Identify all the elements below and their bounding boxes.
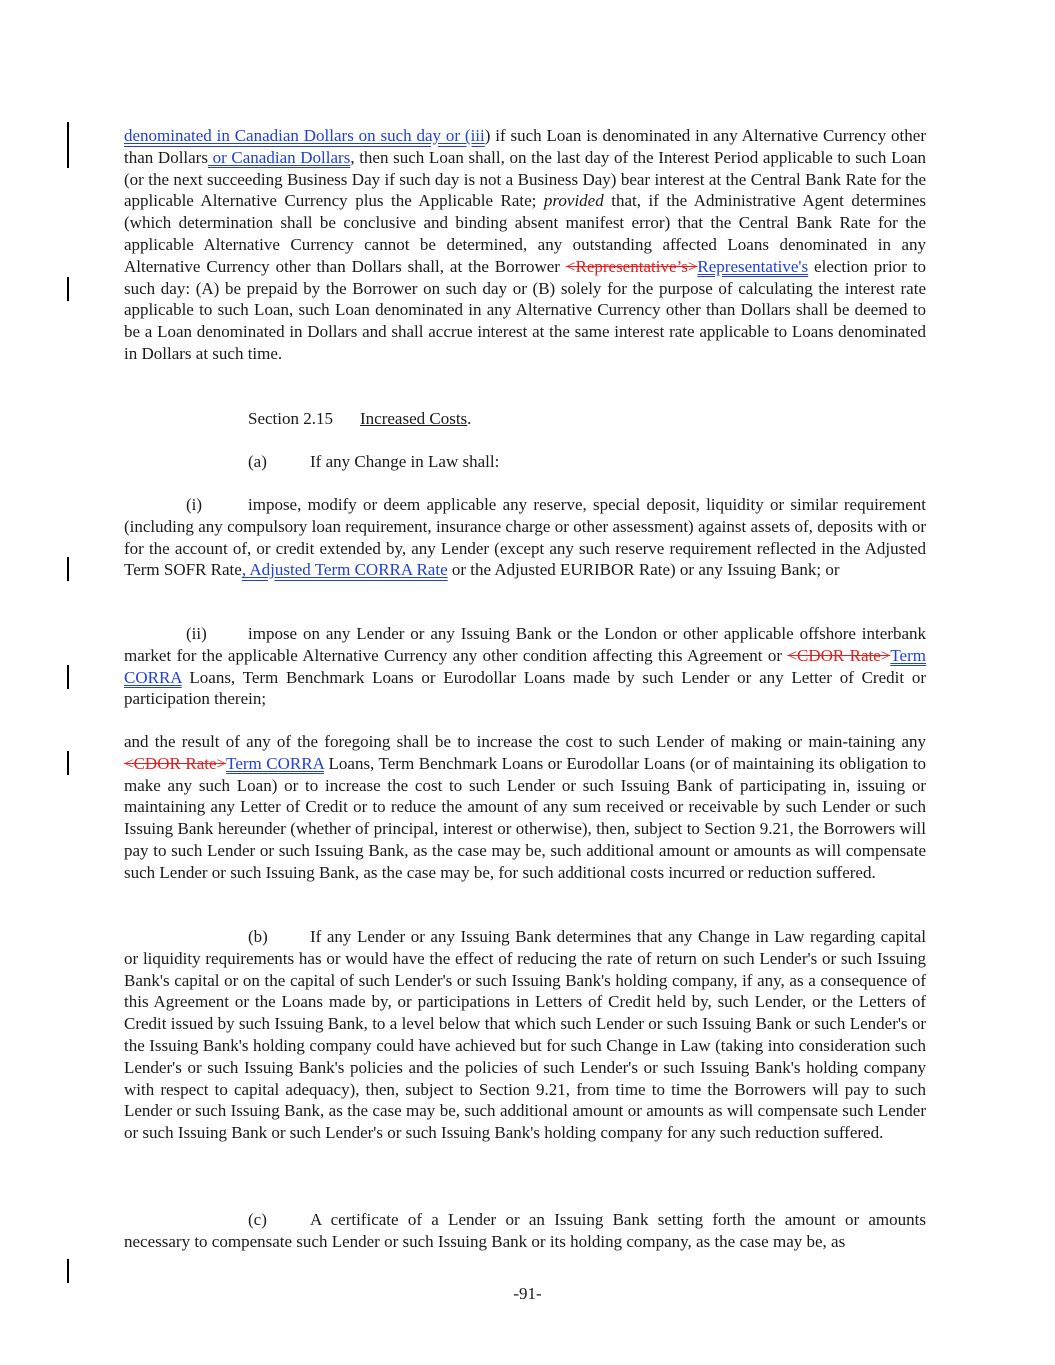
paragraph-continuation (124, 125, 926, 365)
deleted-text: <CDOR Rate> (124, 753, 227, 773)
clause-text: If any Change in Law shall: (310, 452, 500, 471)
clause-i (124, 494, 926, 581)
result-paragraph (124, 731, 926, 884)
clause-label: (ii) (186, 624, 207, 643)
body-text: , then such Loan shall, on the last day of the Interest Period applicable to such Loan (or the next succeeding Business Day if such day is not a Business Day) bear interest at the Central Bank Rate for the applicable Alternative Currency plus the Applicable Rate; (124, 147, 926, 211)
clause-c (124, 1209, 926, 1253)
body-text: Loans, Term Benchmark Loans or Eurodollar Loans made by such Lender or any Letter of Credit or participation therein; (124, 667, 926, 709)
body-text: impose on any Lender or any Issuing Bank or the London or other applicable offshore interbank market for the applicable Alternative Currency any other condition affecting this Agreement or (124, 624, 926, 665)
body-text: If any Lender or any Issuing Bank determines that any Change in Law regarding capital or liquidity requirements has or would have the effect of reducing the rate of return on such Lender's or such Issuing Bank's capital or on the capital of such Lender's or such Issuing Bank's holding company, if any, as a consequence of this Agreement or the Loans made by, or participations in Letters of Credit held by, such Lender, or the Letters of Credit issued by such Issuing Bank, to a level below that which such Lender or such Issuing Bank or such Lender's or the Issuing Bank's holding company could have achieved but for such Change in Law (taking into consideration such Lender's or such Issuing Bank's policies and the policies of such Lender's or such Issuing Bank's holding company with respect to capital adequacy), then, subject to Section 9.21, from time to time the Borrowers will pay to such Lender or such Issuing Bank, as the case may be, such additional amount or amounts as will compensate such Lender or such Issuing Bank or such Lender's or such Issuing Bank's holding company for any such reduction suffered. (124, 927, 926, 1143)
inserted-text: Term CORRA (226, 753, 324, 773)
deleted-text: <CDOR Rate> (787, 645, 891, 665)
inserted-text: or Canadian Dollars (207, 147, 351, 167)
body-text: election prior to such day: (A) be prepaid by the Borrower on such day or (B) solely for the purpose of calculating the interest rate applicable to such Loan, such Loan denominated in any Alternative Currency other than Dollars shall be deemed to be a Loan denominated in Dollars and shall accrue interest at the same interest rate applicable to Loans denominated in Dollars at such time. (124, 256, 926, 363)
body-text: A certificate of a Lender or an Issuing Bank setting forth the amount or amounts necessary to compensate such Lender or such Issuing Bank or its holding company, as the case may be, as (124, 1210, 926, 1251)
emphasis-text: provided (543, 191, 604, 211)
clause-a (248, 451, 499, 473)
inserted-text: denominated in Canadian Dollars on such day or (iii (124, 126, 485, 145)
clause-ii (124, 623, 926, 710)
inserted-text: Representative's (697, 256, 809, 276)
body-text: or the Adjusted EURIBOR Rate) or any Issuing Bank; or (447, 560, 840, 580)
deleted-text: <Representative’s> (565, 256, 698, 276)
clause-label: (a) (248, 452, 267, 471)
clause-label: (c) (248, 1210, 267, 1229)
clause-label: (i) (186, 495, 203, 514)
section-title-period: . (467, 409, 472, 428)
body-text: Loans, Term Benchmark Loans or Eurodollar Loans (or of maintaining its obligation to make any such Loan) or to increase the cost to such Lender or such Issuing Bank of participating in, issuing or maintaining any Letter of Credit or to reduce the amount of any sum received or receivable by such Lender or such Issuing Bank hereunder (whether of principal, interest or otherwise), then, subject to Section 9.21, the Borrowers will pay to such Lender or such Issuing Bank, as the case may be, such additional amount or amounts as will compensate such Lender or such Issuing Bank, as the case may be, for such additional costs incurred or reduction suffered. (124, 753, 927, 882)
change-bar (67, 751, 69, 775)
clause-b (124, 926, 926, 1144)
body-text: and the result of any of the foregoing shall be to increase the cost to such Lender of making or main-taining any (124, 732, 926, 751)
change-bar (67, 557, 69, 581)
change-bar (67, 1259, 69, 1283)
inserted-text: , Adjusted Term CORRA Rate (241, 560, 448, 580)
body-text: that, if the Administrative Agent determines (which determination shall be conclusive and binding absent manifest error) that the Central Bank Rate for the applicable Alternative Currency cannot be determined, any outstanding affected Loans denominated in any Alternative Currency other than Dollars shall, at the Borrower (124, 191, 926, 276)
change-bar (67, 277, 69, 301)
page-number: -91- (513, 1284, 542, 1303)
body-text: impose, modify or deem applicable any reserve, special deposit, liquidity or similar requirement (including any compulsory loan requirement, insurance charge or other assessment) against assets of, deposits with or for the account of, or credit extended by, any Lender (except any such reserve requirement reflected in the Adjusted Term SOFR Rate (124, 495, 926, 580)
change-bar (67, 665, 69, 689)
section-heading (248, 408, 471, 430)
section-number: Section 2.15 (248, 409, 333, 428)
section-title: Increased Costs (360, 409, 468, 428)
change-bar (67, 122, 69, 168)
clause-label: (b) (248, 927, 268, 946)
inserted-text: Term CORRA (124, 645, 926, 687)
body-text: ) if such Loan is denominated in any Alternative Currency other than Dollars (124, 126, 926, 167)
